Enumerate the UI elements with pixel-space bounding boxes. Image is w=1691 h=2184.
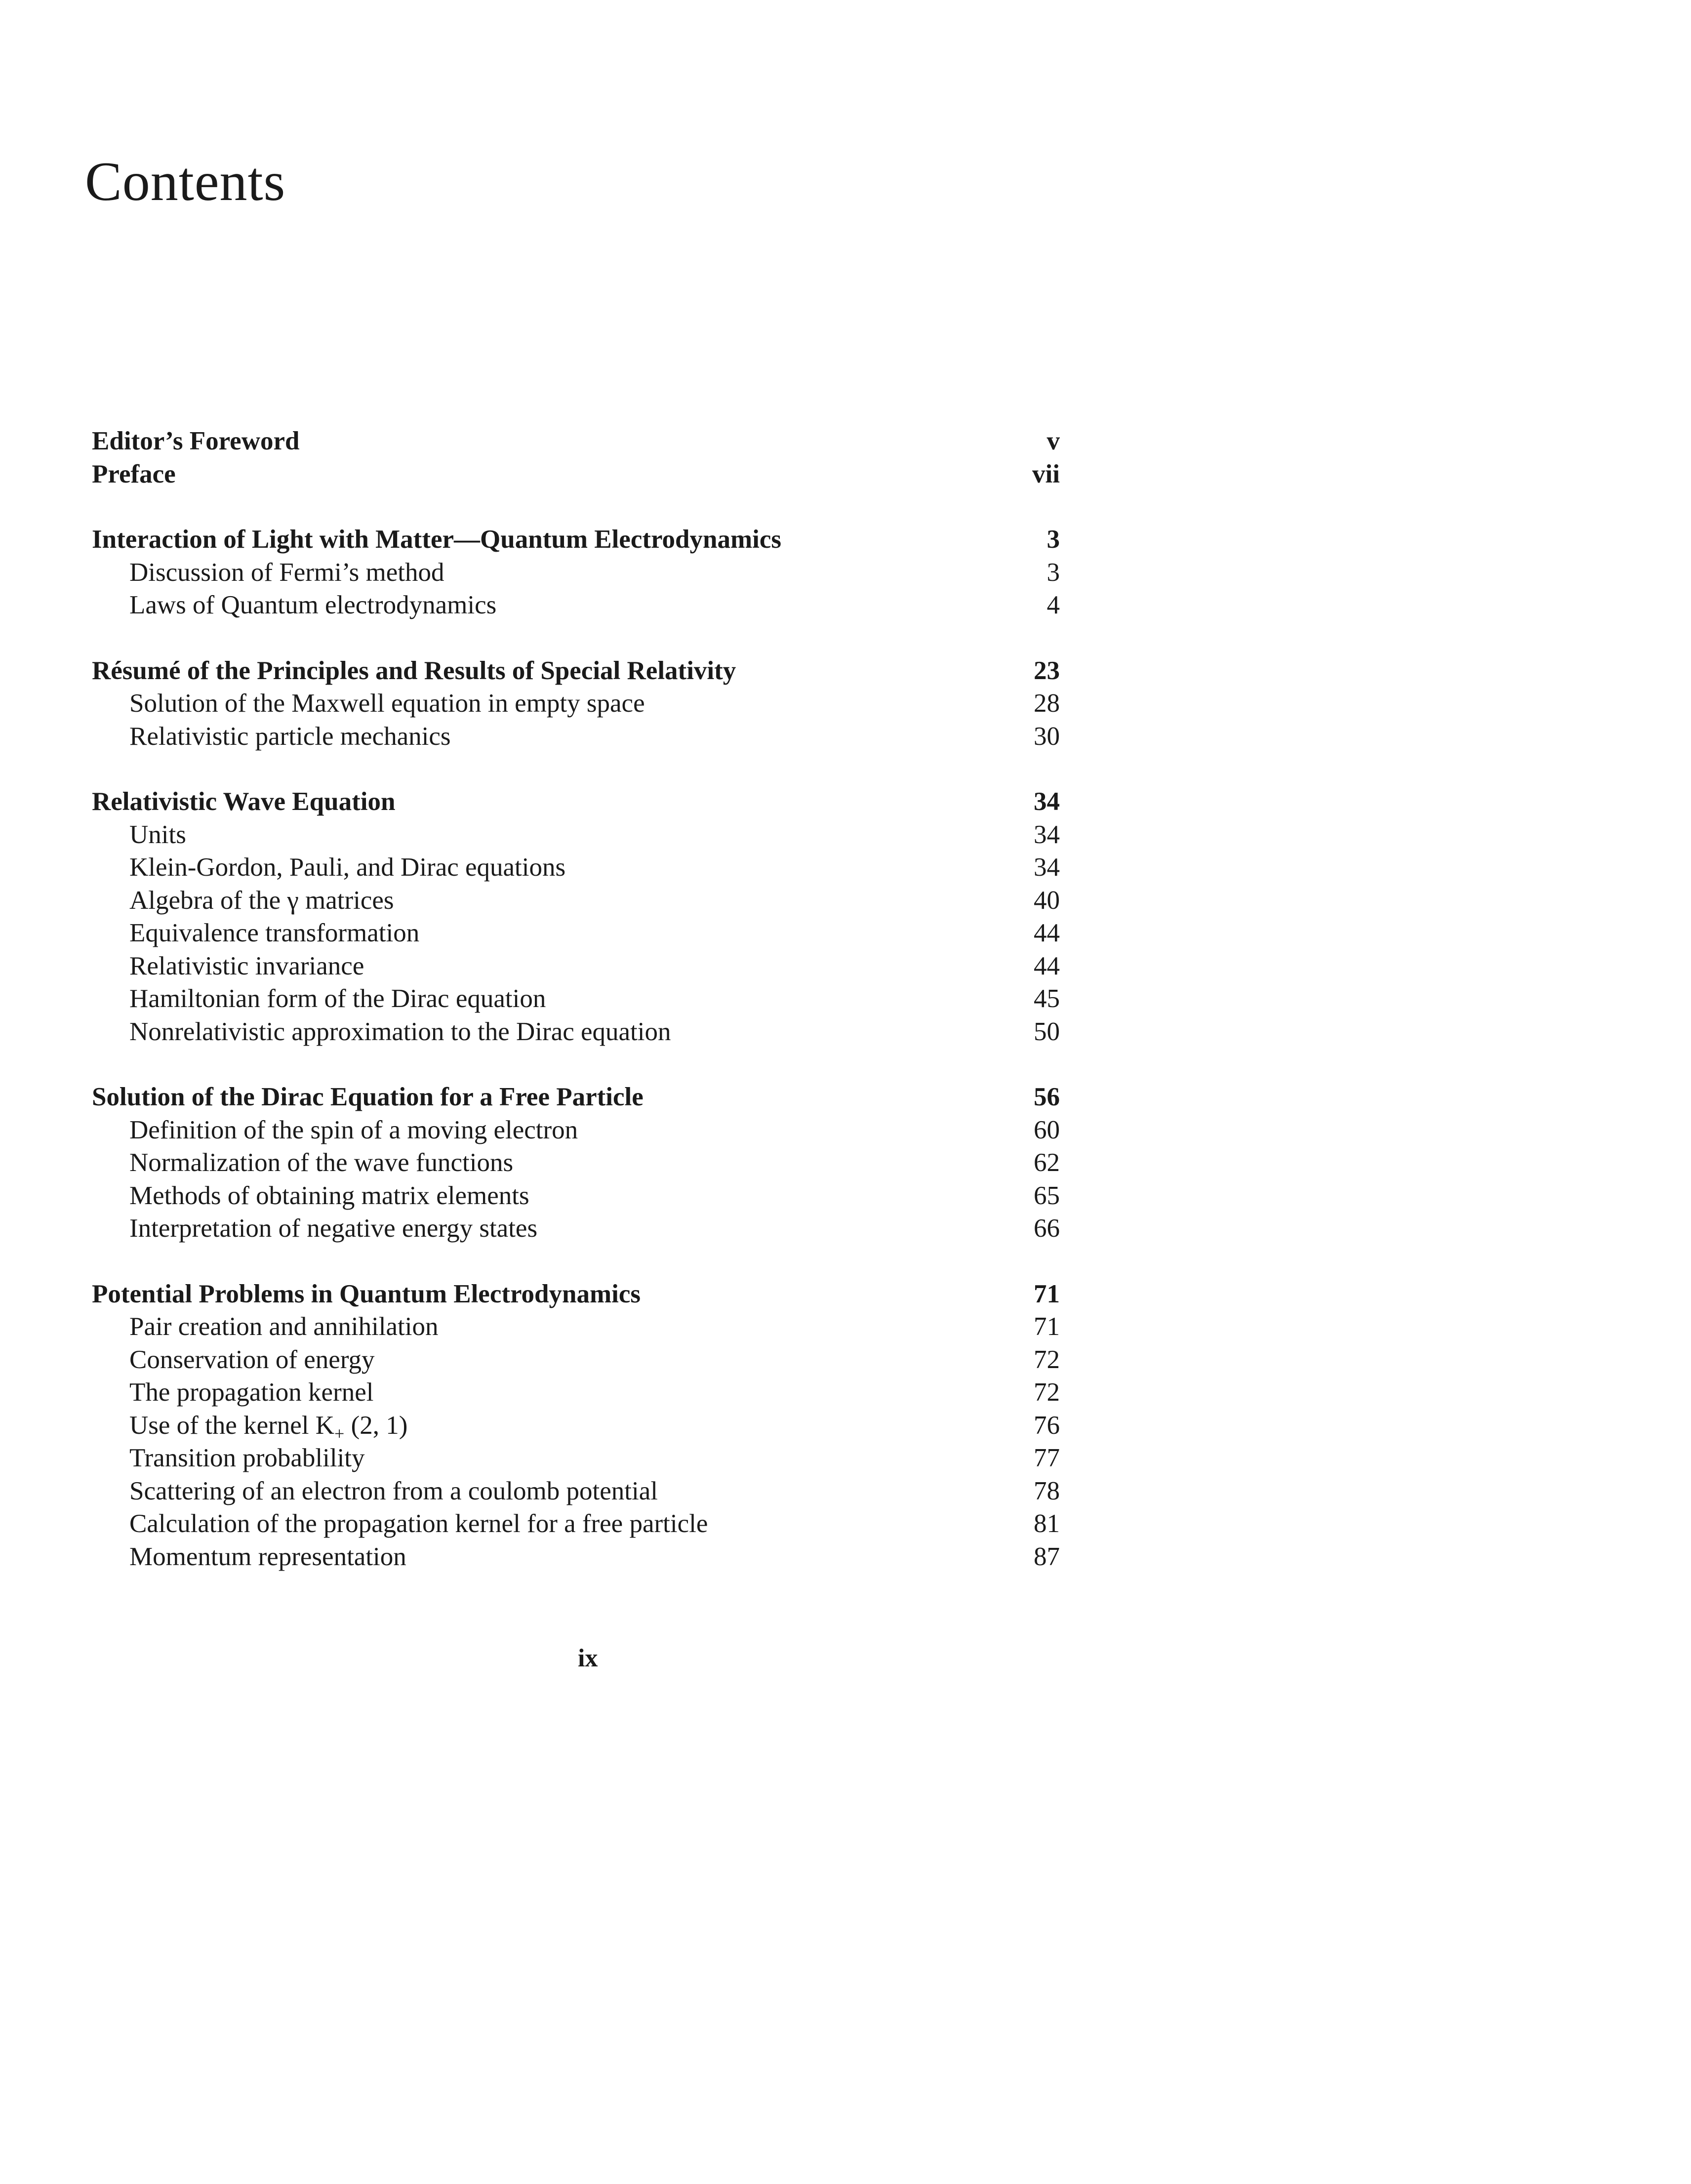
- toc-entry-title: Relativistic particle mechanics: [129, 722, 451, 751]
- toc-page-number: 34: [1034, 787, 1060, 816]
- toc-chapter-entry: [92, 458, 1060, 491]
- toc-entry-title: Scattering of an electron from a coulomb potential: [129, 1476, 658, 1505]
- toc-subentry: [92, 1310, 1060, 1343]
- toc-entry-title-text: Use of the kernel K: [129, 1411, 335, 1440]
- toc-entry-title: Relativistic Wave Equation: [92, 787, 396, 816]
- toc-entry-title: Preface: [92, 459, 176, 488]
- toc-subentry: [92, 1015, 1060, 1049]
- toc-chapter-entry: [92, 1081, 1060, 1114]
- toc-page-number: v: [1047, 427, 1060, 455]
- toc-entry-title: Solution of the Dirac Equation for a Free Particle: [92, 1083, 644, 1111]
- toc-subentry: [92, 556, 1060, 589]
- toc-entry-title: Methods of obtaining matrix elements: [129, 1181, 529, 1210]
- toc-section: [92, 654, 1060, 753]
- toc-entry-title: The propagation kernel: [129, 1378, 374, 1407]
- toc-subentry: [92, 1442, 1060, 1475]
- toc-entry-title: Solution of the Maxwell equation in empty space: [129, 689, 645, 718]
- toc-page-number: 76: [1034, 1411, 1060, 1440]
- toc-page-number: vii: [1032, 459, 1060, 488]
- toc-page-number: 4: [1047, 591, 1060, 619]
- toc-page-number: 78: [1034, 1476, 1060, 1505]
- toc-page-number: 23: [1034, 656, 1060, 685]
- toc-section: [92, 425, 1060, 490]
- toc-entry-title: Pair creation and annihilation: [129, 1312, 439, 1341]
- toc-section: [92, 1081, 1060, 1245]
- toc-entry-title: Calculation of the propagation kernel for a free particle: [129, 1509, 708, 1538]
- toc-subentry: [92, 851, 1060, 884]
- toc-page-number: 56: [1034, 1083, 1060, 1111]
- toc-entry-title: Conservation of energy: [129, 1345, 375, 1374]
- toc-page-number: 45: [1034, 984, 1060, 1013]
- toc-page-number: 87: [1034, 1542, 1060, 1571]
- toc-section: [92, 785, 1060, 1048]
- toc-subentry: [92, 818, 1060, 851]
- toc-subentry: [92, 720, 1060, 753]
- toc-subentry: [92, 687, 1060, 720]
- toc-subentry: [92, 982, 1060, 1015]
- toc-entry-title: Normalization of the wave functions: [129, 1148, 514, 1177]
- toc-entry-title: Editor’s Foreword: [92, 427, 300, 455]
- toc-entry-title: Algebra of the γ matrices: [129, 886, 394, 915]
- toc-entry-title: Potential Problems in Quantum Electrodynamics: [92, 1279, 641, 1308]
- toc-page-number: 3: [1047, 558, 1060, 587]
- toc-subentry: [92, 1114, 1060, 1147]
- toc-entry-title: Transition probablility: [129, 1444, 365, 1472]
- toc-entry-title: Relativistic invariance: [129, 951, 364, 980]
- toc-subentry: [92, 1376, 1060, 1409]
- toc-chapter-entry: [92, 523, 1060, 556]
- subscript: +: [334, 1423, 345, 1444]
- toc-section: [92, 523, 1060, 622]
- toc-page-number: 77: [1034, 1444, 1060, 1472]
- toc-entry-title: Klein-Gordon, Pauli, and Dirac equations: [129, 853, 566, 882]
- toc-page-number: 28: [1034, 689, 1060, 718]
- toc-entry-title-suffix: (2, 1): [344, 1411, 408, 1440]
- toc-subentry: [92, 917, 1060, 950]
- toc-chapter-entry: [92, 654, 1060, 688]
- toc-page-number: 65: [1034, 1181, 1060, 1210]
- toc-subentry: [92, 1507, 1060, 1540]
- toc-entry-title: Nonrelativistic approximation to the Dirac equation: [129, 1017, 671, 1046]
- toc-page-number: 71: [1034, 1312, 1060, 1341]
- toc-page-number: 50: [1034, 1017, 1060, 1046]
- toc-subentry: [92, 1212, 1060, 1245]
- toc-page-number: 81: [1034, 1509, 1060, 1538]
- toc-page-number: 62: [1034, 1148, 1060, 1177]
- toc-subentry: [92, 1146, 1060, 1179]
- toc-page-number: 66: [1034, 1214, 1060, 1243]
- toc-page-number: 3: [1047, 525, 1060, 554]
- toc-page-number: 30: [1034, 722, 1060, 751]
- toc-entry-title: Definition of the spin of a moving electron: [129, 1115, 578, 1144]
- toc-page-number: 40: [1034, 886, 1060, 915]
- toc-subentry: [92, 1343, 1060, 1376]
- toc-page-number: 72: [1034, 1345, 1060, 1374]
- toc-subentry: [92, 1409, 1060, 1442]
- toc-entry-title: Momentum representation: [129, 1542, 406, 1571]
- toc-page-number: 72: [1034, 1378, 1060, 1407]
- toc-entry-title: Interaction of Light with Matter—Quantum Electrodynamics: [92, 525, 782, 554]
- toc-entry-title: Laws of Quantum electrodynamics: [129, 591, 497, 619]
- toc-page-number: 71: [1034, 1279, 1060, 1308]
- toc-page-number: 34: [1034, 853, 1060, 882]
- toc-chapter-entry: [92, 1278, 1060, 1311]
- toc-entry-title: Equivalence transformation: [129, 919, 420, 947]
- toc-entry-title: Discussion of Fermi’s method: [129, 558, 444, 587]
- toc-chapter-entry: [92, 785, 1060, 818]
- toc-subentry: [92, 1475, 1060, 1508]
- toc-page-number: 60: [1034, 1115, 1060, 1144]
- toc-subentry: [92, 950, 1060, 983]
- toc-entry-title: Interpretation of negative energy states: [129, 1214, 538, 1243]
- toc-page-number: 44: [1034, 951, 1060, 980]
- toc-entry-title: Units: [129, 820, 186, 849]
- toc-entry-title: Résumé of the Principles and Results of Special Relativity: [92, 656, 736, 685]
- toc-subentry: [92, 1540, 1060, 1574]
- page-number: ix: [578, 1644, 598, 1672]
- toc-page-number: 44: [1034, 919, 1060, 947]
- toc-section: [92, 1278, 1060, 1574]
- toc-subentry: [92, 589, 1060, 622]
- page-title: Contents: [85, 151, 286, 212]
- toc-subentry: [92, 1179, 1060, 1213]
- toc-entry-title: [92, 1409, 407, 1442]
- toc-page-number: 34: [1034, 820, 1060, 849]
- toc-entry-title: Hamiltonian form of the Dirac equation: [129, 984, 546, 1013]
- toc-subentry: [92, 884, 1060, 917]
- table-of-contents: [92, 425, 1060, 1606]
- toc-chapter-entry: [92, 425, 1060, 458]
